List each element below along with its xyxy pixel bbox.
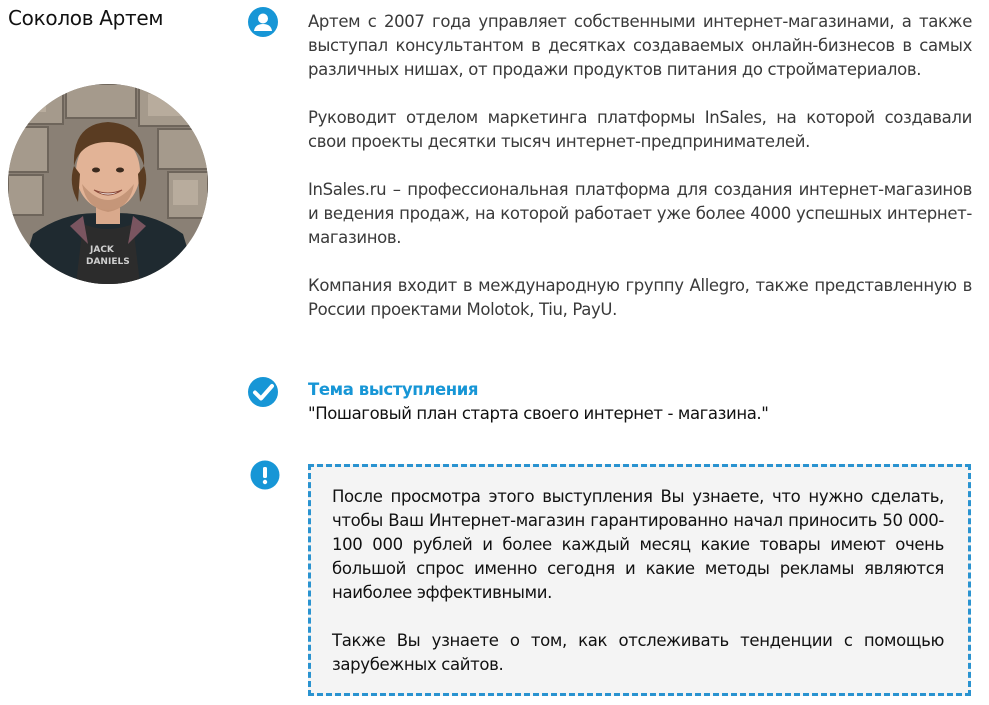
- bio-paragraph: Компания входит в международную группу Allegro, также представленную в России проектами Molotok, Tiu, PayU.: [308, 276, 972, 319]
- topic-label: Тема выступления: [308, 380, 479, 399]
- bio-paragraph: Артем с 2007 года управляет собственными интернет-магазинами, а также выступал консультантом в десятках создаваемых онлайн-бизнесов в самых различных нишах, от продажи продуктов питания до стройматериалов.: [308, 12, 972, 79]
- checkmark-icon: [247, 376, 279, 408]
- topic-title: "Пошаговый план старта своего интернет - магазина.": [308, 404, 769, 423]
- notice-box: [308, 464, 971, 696]
- svg-text:DANIELS: DANIELS: [86, 257, 130, 267]
- bio-paragraph: InSales.ru – профессиональная платформа для создания интернет-магазинов и ведения продаж, на которой работает уже более 4000 успешных интернет-магазинов.: [308, 180, 972, 247]
- bio-paragraph: Руководит отделом маркетинга платформы InSales, на которой создавали свои проекты десятки тысяч интернет-предпринимателей.: [308, 108, 972, 151]
- notice-paragraph: Также Вы узнаете о том, как отслеживать тенденции с помощью зарубежных сайтов.: [332, 631, 944, 674]
- speaker-avatar: [8, 84, 208, 284]
- speaker-name: Соколов Артем: [8, 6, 164, 30]
- svg-text:JACK: JACK: [90, 245, 114, 255]
- user-icon: [247, 6, 279, 38]
- exclamation-icon: [250, 460, 280, 490]
- notice-paragraph: После просмотра этого выступления Вы узнаете, что нужно сделать, чтобы Ваш Интернет-магазин гарантированно начал приносить 50 000-100 000 рублей и более каждый месяц какие товары имеют очень большой спрос именно сегодня и какие методы рекламы являются наиболее эффективными.: [332, 487, 944, 602]
- speaker-bio: [308, 10, 972, 322]
